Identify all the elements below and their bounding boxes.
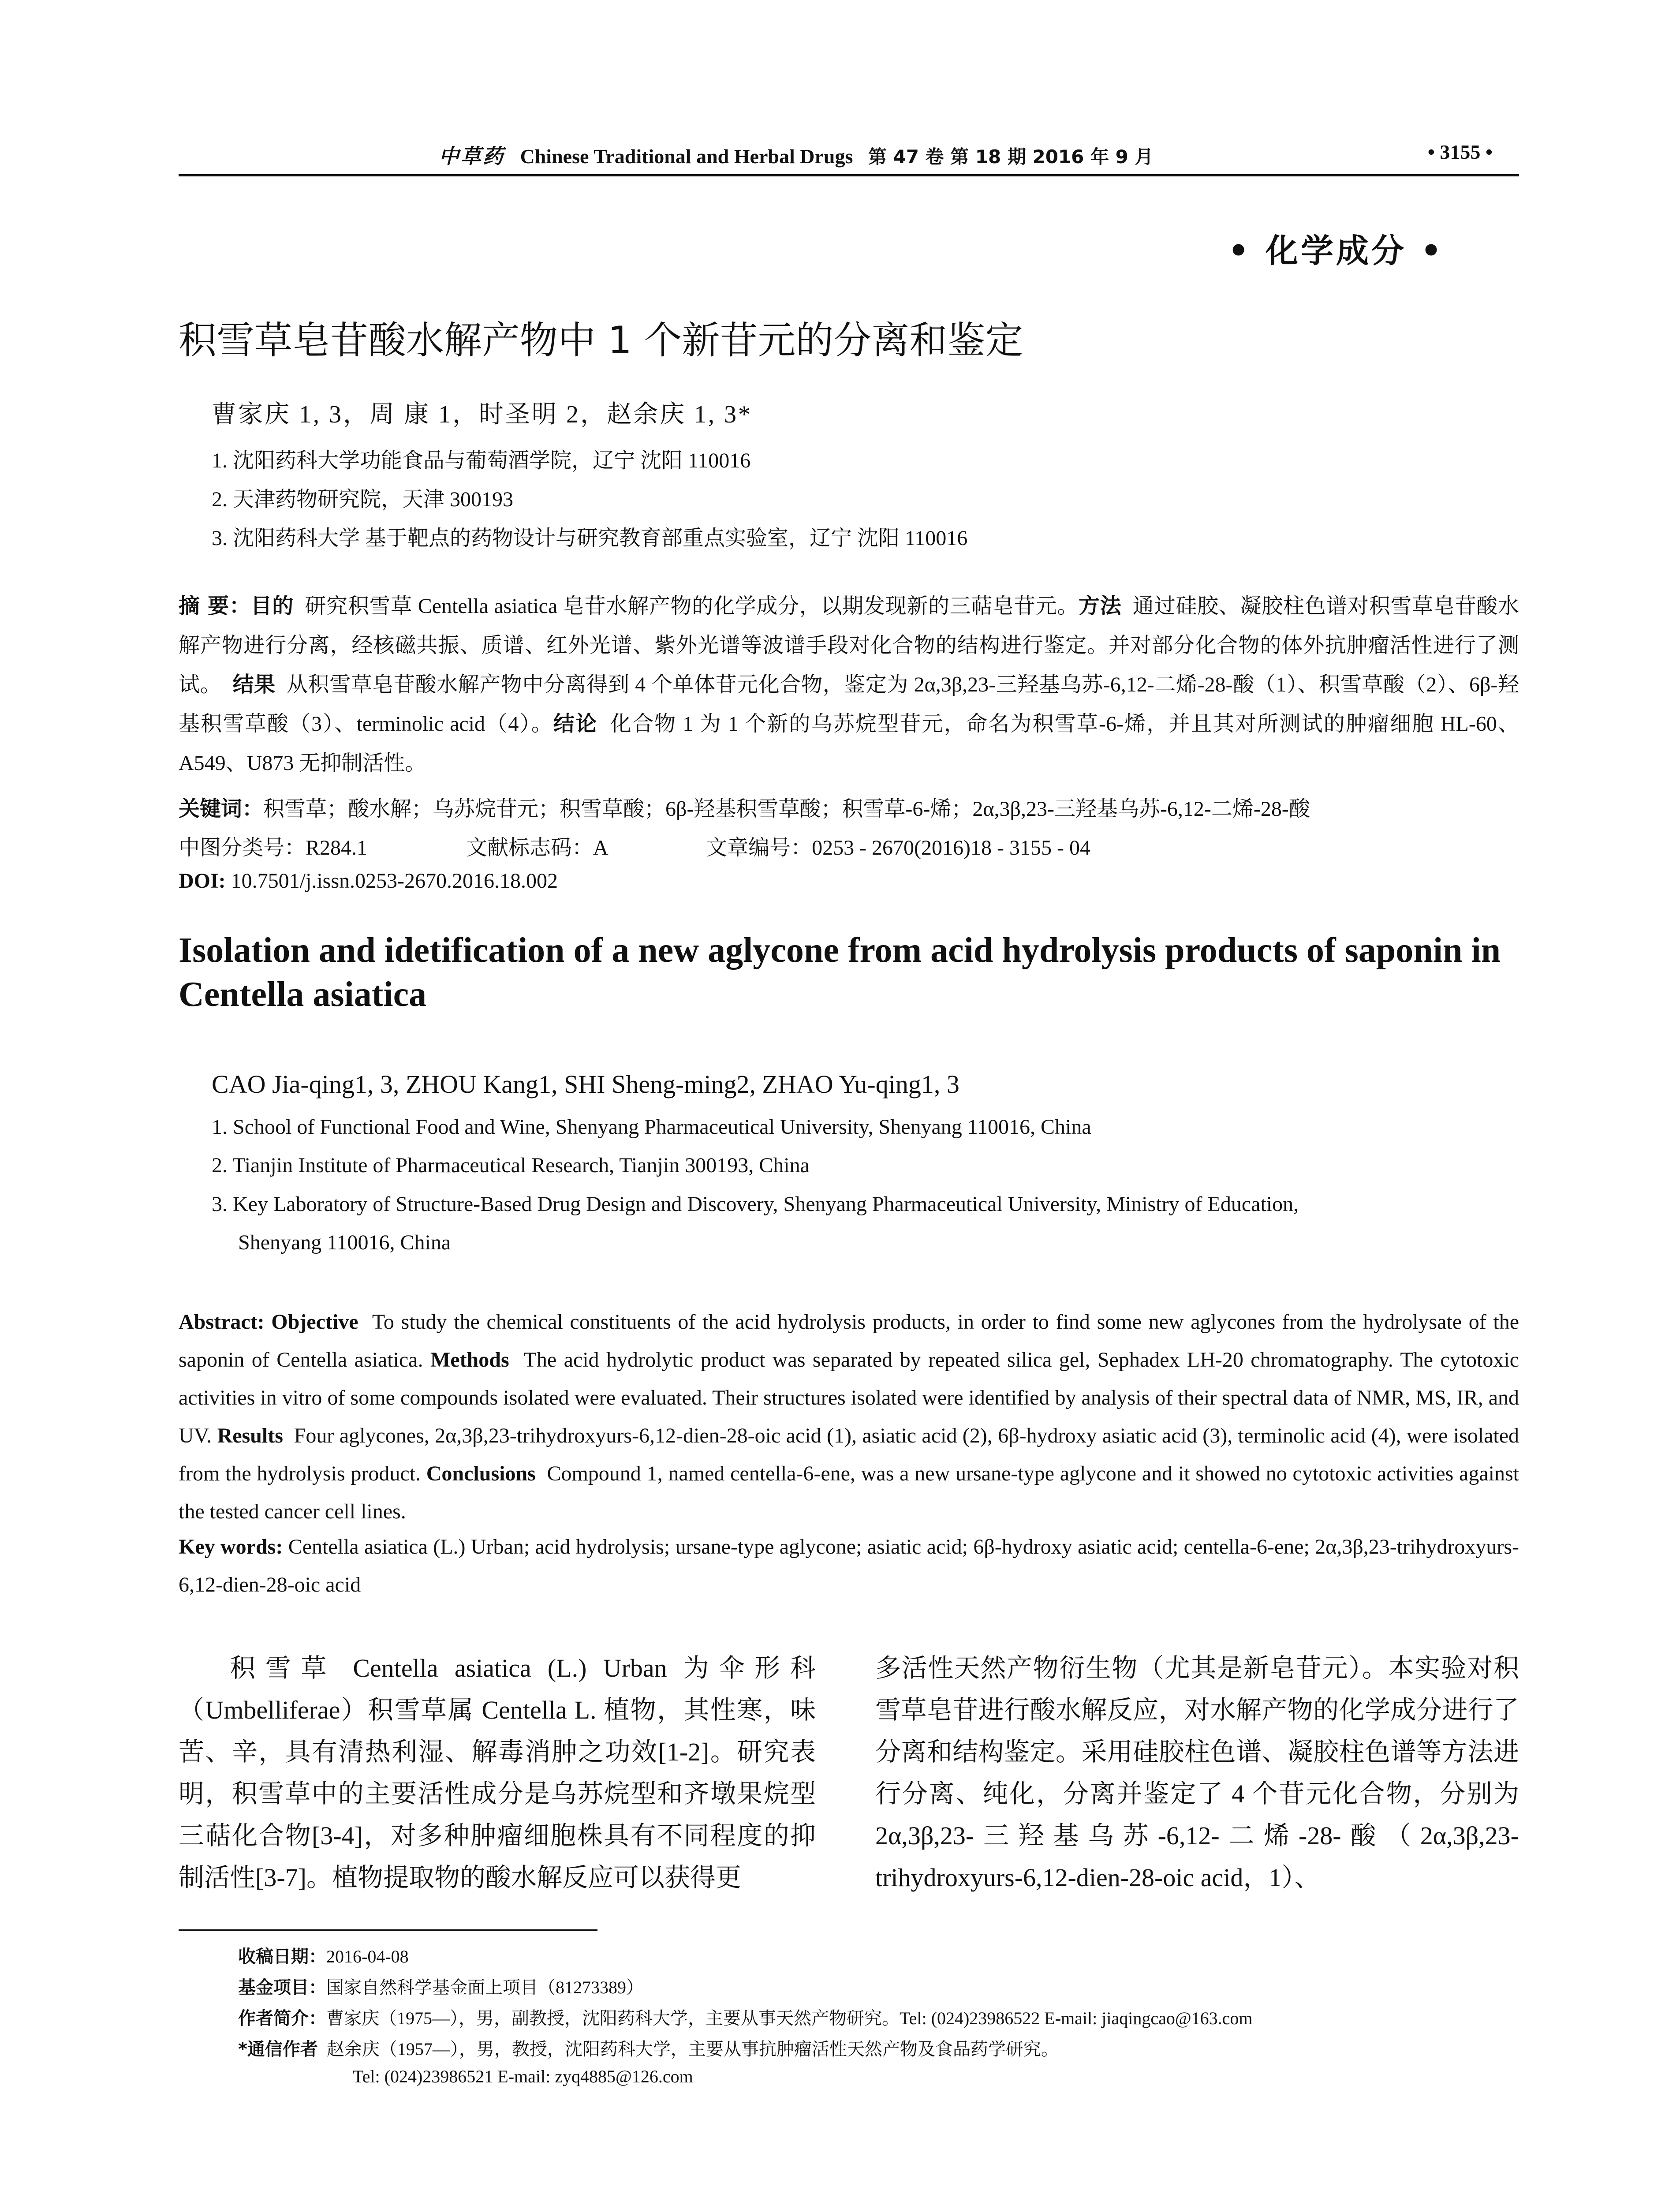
- footnote-fund: [238, 1973, 644, 1999]
- document-code: 文献标志码：A: [466, 836, 608, 860]
- received-date: 2016-04-08: [326, 1947, 409, 1966]
- received-label: 收稿日期：: [238, 1947, 326, 1967]
- abstract-cn-results: 从积雪草皂苷酸水解产物中分离得到 4 个单体苷元化合物，鉴定为 2α,3β,23-三羟基乌苏-6,12-二烯-28-酸（1）、积雪草酸（2）、6β-羟基积雪草酸（3）、terminolic acid（4）。: [179, 673, 1519, 736]
- title-en: Isolation and idetification of a new aglycone from acid hydrolysis products of saponin in Centella asiatica: [179, 931, 1501, 1014]
- keywords-en: [179, 1528, 1519, 1604]
- body-text-left-column: 积雪草 Centella asiatica (L.) Urban 为伞形科（Umbelliferae）积雪草属 Centella L. 植物，其性寒，味苦、辛，具有清热利湿、解毒消肿之功效[1-2]。研究表明，积雪草中的主要活性成分是乌苏烷型和齐墩果烷型三萜化合物[3-4]，对多种肿瘤细胞株具有不同程度的抑制活性[3-7]。植物提取物的酸水解反应可以获得更: [179, 1654, 816, 1892]
- journal-name-cn: 中草药: [439, 144, 505, 168]
- affiliation-cn-1: 1. 沈阳药科大学功能食品与葡萄酒学院，辽宁 沈阳 110016: [212, 449, 751, 472]
- keywords-cn: [179, 792, 1310, 822]
- abstract-cn-methods-label: 方法: [1079, 594, 1122, 618]
- keywords-cn-text: 积雪草；酸水解；乌苏烷苷元；积雪草酸；6β-羟基积雪草酸；积雪草-6-烯；2α,3β,23-三羟基乌苏-6,12-二烯-28-酸: [263, 797, 1310, 821]
- abstract-cn-objective-label: 目的: [250, 594, 294, 618]
- abstract-en-results: Four aglycones, 2α,3β,23-trihydroxyurs-6,12-dien-28-oic acid (1), asiatic acid (2), 6β-hydroxy asiatic acid (3), terminolic acid (4), were isolated from the hydrolysis product.: [179, 1424, 1519, 1485]
- footnote-corresponding-contact: Tel: (024)23986521 E-mail: zyq4885@126.com: [353, 2067, 693, 2086]
- abstract-en-methods-label: Methods: [430, 1348, 509, 1372]
- journal-name-en: Chinese Traditional and Herbal Drugs: [520, 145, 853, 168]
- body-text-right-column: 多活性天然产物衍生物（尤其是新皂苷元）。本实验对积雪草皂苷进行酸水解反应，对水解产物的化学成分进行了分离和结构鉴定。采用硅胶柱色谱、凝胶柱色谱等方法进行分离、纯化，分离并鉴定了 4 个苷元化合物，分别为 2α,3β,23-三羟基乌苏-6,12-二烯-28-酸（2α,3β,23-trihydroxyurs-6,12-dien-28-oic acid，1）、: [875, 1654, 1519, 1892]
- classification-line: [179, 830, 1090, 861]
- abstract-cn-objective: 研究积雪草 Centella asiatica 皂苷水解产物的化学成分，以期发现新的三萜皂苷元。: [305, 594, 1079, 618]
- header-rule: [179, 174, 1519, 176]
- fund-text: 国家自然科学基金面上项目（81273389）: [326, 1977, 644, 1997]
- abstract-cn-conclusion: 化合物 1 为 1 个新的乌苏烷型苷元，命名为积雪草-6-烯，并且其对所测试的肿瘤细胞 HL-60、A549、U873 无抑制活性。: [179, 712, 1519, 775]
- fund-label: 基金项目：: [238, 1977, 326, 1998]
- abstract-en-objective-label: Objective: [271, 1310, 358, 1334]
- authors-cn: 曹家庆 1, 3，周 康 1，时圣明 2，赵余庆 1, 3*: [212, 401, 752, 428]
- section-label: • 化学成分 •: [1228, 232, 1445, 270]
- affiliation-en-2: 2. Tianjin Institute of Pharmaceutical Research, Tianjin 300193, China: [212, 1154, 810, 1177]
- keywords-en-text: Centella asiatica (L.) Urban; acid hydrolysis; ursane-type aglycone; asiatic acid; 6β-hydroxy asiatic acid; centella-6-ene; 2α,3β,23-trihydroxyurs-6,12-dien-28-oic acid: [179, 1535, 1519, 1596]
- abstract-en-objective: To study the chemical constituents of the acid hydrolysis products, in order to find some new aglycones from the hydrolysate of the saponin of Centella asiatica.: [179, 1310, 1519, 1372]
- bio-label: 作者简介：: [238, 2008, 326, 2029]
- affiliation-en-3-cont: Shenyang 110016, China: [238, 1231, 451, 1254]
- footnote-corresponding: [238, 2035, 1059, 2060]
- abstract-cn-conclusion-label: 结论: [553, 711, 598, 736]
- footnote-bio: [238, 2004, 1253, 2029]
- keywords-en-label: Key words:: [179, 1535, 283, 1558]
- running-header: [179, 140, 1519, 167]
- bio-text: 曹家庆（1975—），男，副教授，沈阳药科大学，主要从事天然产物研究。Tel: (024)23986522 E-mail: jiaqingcao@163.com: [326, 2008, 1253, 2028]
- journal-line: [439, 140, 1153, 169]
- doi-label: DOI:: [179, 869, 226, 893]
- abstract-en-results-label: Results: [217, 1424, 283, 1447]
- doi-value: 10.7501/j.issn.0253-2670.2016.18.002: [231, 869, 558, 893]
- abstract-en: [179, 1303, 1519, 1531]
- abstract-en-conclusion: Compound 1, named centella-6-ene, was a new ursane-type aglycone and it showed no cytotoxic activities against the tested cancer cell lines.: [179, 1462, 1519, 1523]
- corresponding-text: 赵余庆（1957—），男，教授，沈阳药科大学，主要从事抗肿瘤活性天然产物及食品药学研究。: [326, 2039, 1059, 2059]
- title-cn: 积雪草皂苷酸水解产物中 1 个新苷元的分离和鉴定: [179, 318, 1023, 363]
- authors-en: CAO Jia-qing1, 3, ZHOU Kang1, SHI Sheng-ming2, ZHAO Yu-qing1, 3: [212, 1070, 959, 1099]
- keywords-cn-label: 关键词：: [179, 796, 264, 821]
- affiliation-cn-3: 3. 沈阳药科大学 基于靶点的药物设计与研究教育部重点实验室，辽宁 沈阳 110016: [212, 527, 968, 550]
- footnote-rule: [179, 1929, 597, 1931]
- journal-issue: 第 47 卷 第 18 期 2016 年 9 月: [868, 146, 1154, 168]
- abstract-cn-label: 摘 要：: [179, 594, 251, 618]
- footnote-received: [238, 1943, 409, 1968]
- article-number: 文章编号：0253 - 2670(2016)18 - 3155 - 04: [706, 836, 1090, 860]
- doi-line: [179, 869, 558, 893]
- abstract-en-methods: The acid hydrolytic product was separated by repeated silica gel, Sephadex LH-20 chromatography. The cytotoxic activities in vitro of some compounds isolated were evaluated. Their structures isolated were identified by analysis of their spectral data of NMR, MS, IR, and UV.: [179, 1348, 1519, 1447]
- affiliation-cn-2: 2. 天津药物研究院，天津 300193: [212, 488, 514, 511]
- affiliation-en-3: 3. Key Laboratory of Structure-Based Drug Design and Discovery, Shenyang Pharmaceutical University, Ministry of Education,: [212, 1192, 1299, 1216]
- page-number: • 3155 •: [1427, 141, 1493, 163]
- abstract-en-conclusion-label: Conclusions: [426, 1462, 536, 1485]
- corresponding-label: *通信作者: [238, 2039, 318, 2059]
- clc-number: 中图分类号：R284.1: [179, 836, 368, 860]
- affiliation-en-1: 1. School of Functional Food and Wine, Shenyang Pharmaceutical University, Shenyang 110016, China: [212, 1115, 1091, 1139]
- abstract-cn: [179, 587, 1519, 783]
- abstract-cn-results-label: 结果: [232, 672, 276, 697]
- abstract-en-label: Abstract:: [179, 1310, 265, 1334]
- abstract-cn-methods: 通过硅胶、凝胶柱色谱对积雪草皂苷酸水解产物进行分离，经核磁共振、质谱、红外光谱、紫外光谱等波谱手段对化合物的结构进行鉴定。并对部分化合物的体外抗肿瘤活性进行了测试。: [179, 594, 1519, 696]
